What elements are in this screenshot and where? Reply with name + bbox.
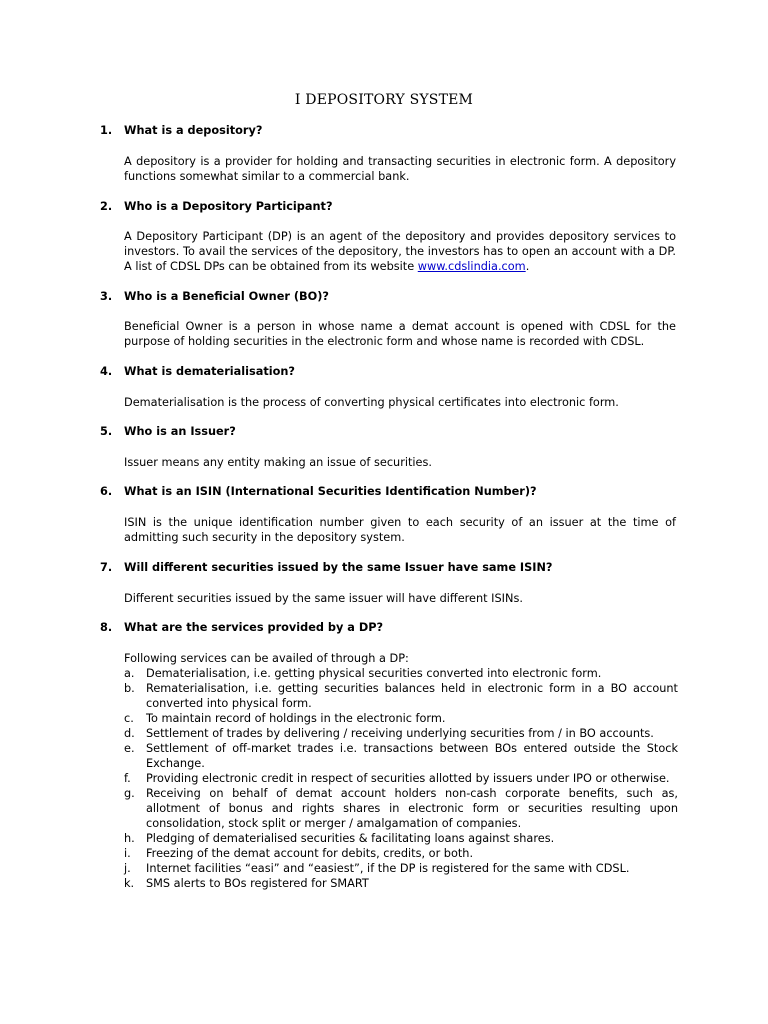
list-item: [124, 786, 678, 831]
question-heading: [100, 561, 680, 574]
question-number: 8.: [100, 621, 113, 634]
list-item-text: Pledging of dematerialised securities & facilitating loans against shares.: [146, 832, 555, 845]
list-item-label: b.: [124, 682, 135, 695]
list-item-label: j.: [124, 862, 131, 875]
question-text: Will different securities issued by the same Issuer have same ISIN?: [124, 561, 553, 574]
question-text: What are the services provided by a DP?: [124, 621, 384, 634]
services-list: [124, 651, 678, 891]
list-item-text: Rematerialisation, i.e. getting securities balances held in electronic form in a BO account converted into physical form.: [146, 682, 678, 710]
list-item: [124, 846, 678, 861]
answer-paragraph: [124, 229, 676, 275]
question-text: Who is a Depository Participant?: [124, 200, 333, 213]
list-item-text: To maintain record of holdings in the electronic form.: [146, 712, 446, 725]
question-heading: [100, 124, 680, 137]
list-item: [124, 831, 678, 846]
question-number: 7.: [100, 561, 113, 574]
question-heading: [100, 200, 680, 213]
list-item: [124, 726, 678, 741]
list-item: [124, 876, 678, 891]
question-number: 6.: [100, 485, 113, 498]
question-heading: [100, 290, 680, 303]
list-item-text: Internet facilities “easi” and “easiest”, if the DP is registered for the same with CDSL.: [146, 862, 630, 875]
cdsl-website-link[interactable]: www.cdslindia.com: [417, 260, 526, 274]
list-item: [124, 771, 678, 786]
question-number: 5.: [100, 425, 113, 438]
list-item-text: Settlement of off-market trades i.e. transactions between BOs entered outside the Stock Exchange.: [146, 742, 678, 770]
list-item: [124, 861, 678, 876]
answer-paragraph: ISIN is the unique identification number given to each security of an issuer at the time of admitting such security in the depository system.: [124, 516, 676, 545]
list-item: [124, 741, 678, 771]
list-item-label: c.: [124, 712, 134, 725]
list-item-text: Dematerialisation, i.e. getting physical securities converted into electronic form.: [146, 667, 602, 680]
list-item: [124, 681, 678, 711]
list-item: [124, 711, 678, 726]
question-text: Who is an Issuer?: [124, 425, 236, 438]
list-item-text: SMS alerts to BOs registered for SMART: [146, 877, 369, 890]
question-number: 1.: [100, 124, 113, 137]
answer-paragraph: Dematerialisation is the process of converting physical certificates into electronic form.: [124, 396, 619, 409]
list-item-label: g.: [124, 787, 135, 800]
question-text: Who is a Beneficial Owner (BO)?: [124, 290, 329, 303]
question-text: What is dematerialisation?: [124, 365, 295, 378]
list-item-label: f.: [124, 772, 131, 785]
list-item-label: h.: [124, 832, 135, 845]
list-item-text: Settlement of trades by delivering / receiving underlying securities from / in BO accounts.: [146, 727, 654, 740]
list-item-text: Freezing of the demat account for debits, credits, or both.: [146, 847, 474, 860]
question-heading: [100, 425, 680, 438]
list-item-label: i.: [124, 847, 131, 860]
question-text: What is a depository?: [124, 124, 263, 137]
question-number: 2.: [100, 200, 113, 213]
answer-paragraph: Different securities issued by the same issuer will have different ISINs.: [124, 592, 523, 605]
list-item-label: a.: [124, 667, 135, 680]
list-item: [124, 666, 678, 681]
list-item-label: d.: [124, 727, 135, 740]
answer-paragraph: Issuer means any entity making an issue of securities.: [124, 456, 432, 469]
list-item-label: k.: [124, 877, 135, 890]
answer-text-end: .: [525, 260, 530, 274]
question-heading: [100, 621, 680, 634]
question-heading: [100, 485, 680, 498]
document-title: I DEPOSITORY SYSTEM: [294, 92, 474, 108]
list-item-label: e.: [124, 742, 135, 755]
question-number: 4.: [100, 365, 113, 378]
list-item-text: Providing electronic credit in respect of securities allotted by issuers under IPO or otherwise.: [146, 772, 670, 785]
question-heading: [100, 365, 680, 378]
question-number: 3.: [100, 290, 113, 303]
answer-paragraph: A depository is a provider for holding and transacting securities in electronic form. A depository functions somewhat similar to a commercial bank.: [124, 155, 676, 184]
list-item-text: Receiving on behalf of demat account holders non-cash corporate benefits, such as, allotment of bonus and rights shares in electronic form or securities resulting upon consolidation, stock split or merger / amalgamation of companies.: [146, 787, 678, 830]
answer-paragraph: Beneficial Owner is a person in whose name a demat account is opened with CDSL for the purpose of holding securities in the electronic form and whose name is recorded with CDSL.: [124, 320, 676, 349]
list-intro: Following services can be availed of through a DP:: [124, 652, 409, 665]
question-text: What is an ISIN (International Securities Identification Number)?: [124, 485, 537, 498]
answer-text: A Depository Participant (DP) is an agent of the depository and provides depository services to investors. To avail the services of the depository, the investors has to open an account with a DP. A list of CDSL DPs can be obtained from its website: [124, 230, 676, 274]
